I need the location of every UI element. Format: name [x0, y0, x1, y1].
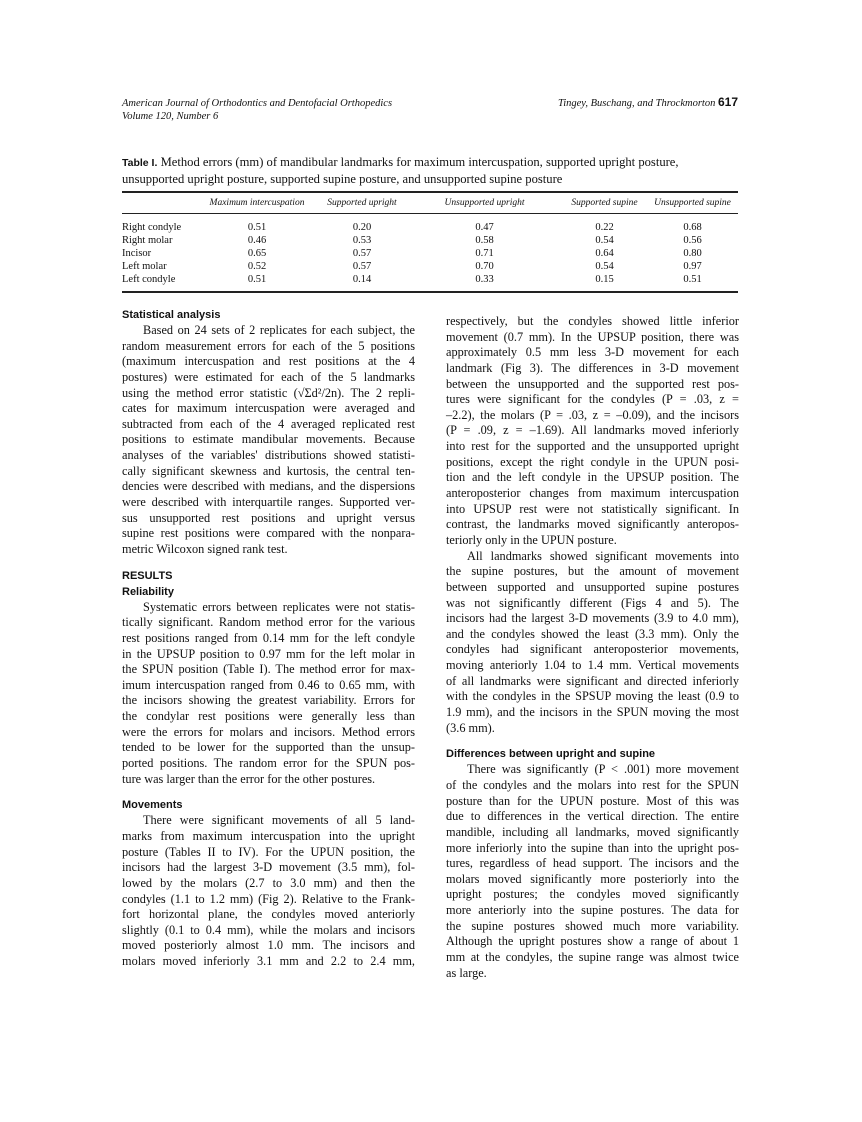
text-line: condyles had significant anteroposterior movements, [446, 642, 739, 657]
text-line: There was significantly (P < .001) more movement [467, 762, 739, 777]
text-line: into UPSUP rest were not statistically significant. In [446, 501, 739, 516]
text-line: positions, except the right condyle in the UPUN posi- [446, 454, 739, 469]
column-header: Maximum intercuspation [209, 198, 305, 208]
text-line: were the errors for molars and incisors. Method errors [122, 724, 415, 739]
paragraph [446, 314, 739, 549]
text-line: Although the upright postures show a range of about 1 [446, 934, 739, 949]
text-line: more inferiorly into the supine than into the upright pos- [446, 840, 739, 855]
authors: Tingey, Buschang, and Throckmorton [557, 98, 716, 109]
text-line: between supported and unsupported supine postures [446, 579, 739, 594]
column-header: Supported upright [327, 198, 397, 208]
table-cell: 0.65 [247, 248, 267, 259]
table-cell: 0.51 [247, 274, 267, 285]
text-line: 1.9 mm), and the incisors in the SPUN moving the most [446, 705, 739, 720]
text-line: molars moved significantly more posteriorly into the [446, 871, 739, 886]
text-line: slightly (0.1 to 0.4 mm), while the molars and incisors [122, 922, 415, 937]
text-line: of all landmarks were significant and directed inferiorly [446, 673, 739, 688]
text-line: tures, regardless of head support. The incisors and the [446, 856, 739, 871]
text-line: There were significant movements of all 5 land- [143, 813, 415, 828]
text-line: ported positions. The random error for the SPUN pos- [122, 756, 415, 771]
table-cell: 0.54 [595, 235, 614, 246]
table-label: Table I. [122, 157, 158, 169]
text-line: sus unsupported rest positions and upright versus [122, 510, 415, 525]
text-line: upright postures; the condyles moved significantly [446, 887, 739, 902]
text-line: metric Wilcoxon signed rank test. [122, 541, 288, 556]
spacer [122, 787, 415, 797]
text-line: posture (Tables II to IV). For the UPUN position, the [122, 844, 415, 859]
text-line: (P = .09, z = –1.69). All landmarks moved inferiorly [446, 423, 739, 438]
table-header-row [122, 197, 738, 210]
section-heading: Differences between upright and supine [446, 748, 656, 761]
text-line: (3.6 mm). [446, 720, 495, 735]
text-line: incisors had the largest 3-D movement (3.5 mm), fol- [122, 860, 415, 875]
table-cell: 0.54 [595, 261, 614, 272]
row-label: Left condyle [122, 274, 176, 285]
row-label: Incisor [122, 248, 152, 259]
spacer [446, 736, 739, 746]
text-line: landmark (Fig 3). The differences in 3-D movement [446, 360, 739, 375]
table-caption [122, 154, 742, 187]
text-line: with the condyles in the SPSUP moving the least (0.9 to [446, 689, 739, 704]
table-cell: 0.33 [475, 274, 494, 285]
text-line: fort horizontal plane, the condyles moved anteriorly [122, 907, 415, 922]
text-line: the supine postures, but the amount of movement [446, 564, 739, 579]
text-line: between the unsupported and the supported rest pos- [446, 376, 739, 391]
column-header: Unsupported supine [654, 198, 731, 208]
text-line: teriorly only in the UPUN posture. [446, 532, 617, 547]
paragraph [446, 762, 739, 981]
table-caption-text: Method errors (mm) of mandibular landmarks for maximum intercuspation, supported upright posture, unsupported upright posture, supported supine posture, and unsupported supine posture [122, 155, 679, 186]
table-cell: 0.47 [475, 222, 494, 233]
text-line: lowed by the molars (2.7 to 3.0 mm) and then the [122, 875, 415, 890]
table-cell: 0.57 [352, 248, 372, 259]
running-header-right [558, 96, 738, 110]
text-line: ture was larger than the error for the other postures. [122, 771, 376, 786]
table-row [122, 234, 738, 247]
table-cell: 0.52 [247, 261, 267, 272]
text-line: the supine postures showed much more variability. [446, 918, 739, 933]
text-line: posture than for the UPUN posture. Most of this was [446, 793, 739, 808]
text-line: cally significant skewness and kurtosis, the central ten- [122, 463, 415, 478]
journal-volume: Volume 120, Number 6 [122, 111, 219, 122]
text-line: condyles (1.1 to 1.2 mm) (Fig 2). Relative to the Frank- [122, 891, 415, 906]
text-line: more anteriorly into the supine postures. The data for [446, 903, 739, 918]
table-cell: 0.22 [595, 222, 614, 233]
paragraph [122, 813, 415, 969]
text-line: Systematic errors between replicates were not statis- [143, 599, 415, 614]
paragraph [446, 549, 739, 737]
section-heading: Reliability [122, 585, 174, 598]
text-line: All landmarks showed significant movements into [467, 548, 739, 563]
method-error-table-body [122, 221, 738, 286]
table-row [122, 221, 738, 234]
right-column [446, 314, 739, 981]
column-header [122, 197, 197, 210]
text-line: due to differences in the vertical direction. The entire [446, 809, 739, 824]
row-label: Left molar [122, 261, 167, 272]
text-line: anteroposterior changes from maximum intercuspation [446, 486, 739, 501]
text-line: mm at the condyles, the supine range was almost twice [446, 949, 739, 964]
column-header: Unsupported upright [444, 198, 525, 208]
text-line: tended to be lower for the supported than the unsup- [122, 740, 415, 755]
table-row [122, 247, 738, 260]
table-cell: 0.15 [595, 274, 614, 285]
table-cell: 0.97 [683, 261, 702, 272]
text-line: respectively, but the condyles showed little inferior [446, 314, 739, 328]
page-number: 617 [717, 95, 738, 109]
table-cell: 0.57 [352, 261, 372, 272]
table-cell: 0.68 [683, 222, 702, 233]
text-line: molars moved inferiorly 3.1 mm and 2.2 to 2.4 mm, [122, 954, 415, 969]
journal-title: American Journal of Orthodontics and Dentofacial Orthopedics [122, 98, 393, 109]
text-line: tion and the left condyle in the UPSUP position. The [446, 470, 739, 485]
table-cell: 0.71 [475, 248, 494, 259]
table-cell: 0.80 [683, 248, 702, 259]
text-line: tically significant. Random method error for the various [122, 615, 415, 630]
text-line: were described with interquartile ranges. Supported ver- [122, 495, 415, 510]
text-line: rest positions ranged from 0.14 mm for the left condyle [122, 630, 415, 645]
text-line: was not significantly different (Figs 4 and 5). The [446, 595, 739, 610]
table-cell: 0.53 [352, 235, 372, 246]
text-line: supine rest positions were compared with the nonpara- [122, 526, 415, 541]
table-row [122, 260, 738, 273]
text-line: –2.2), the molars (P = .03, z = –0.09), and the incisors [446, 407, 739, 422]
text-line: cates for maximum intercuspation were averaged and [122, 401, 415, 416]
text-line: Based on 24 sets of 2 replicates for each subject, the [143, 323, 415, 337]
paragraph [122, 323, 415, 558]
spacer [122, 558, 415, 568]
text-line: the condylar rest positions were generally less than [122, 709, 415, 724]
text-line: as large. [446, 965, 487, 980]
text-line: into rest for the supported and the unsupported upright [446, 439, 739, 454]
text-line: mandible, including all landmarks, moved significantly [446, 824, 739, 839]
table-header-rule [122, 213, 738, 214]
row-label: Right condyle [122, 222, 182, 233]
table-cell: 0.51 [683, 274, 702, 285]
text-line: marks from maximum intercuspation into the upright [122, 828, 415, 843]
text-line: random measurement errors for each of the 5 positions [122, 338, 415, 353]
text-line: and the condyles showed the least (3.3 mm). Only the [446, 626, 739, 641]
column-header: Supported supine [571, 198, 638, 208]
table-cell: 0.70 [475, 261, 494, 272]
table-bottom-rule [122, 291, 738, 293]
text-line: moved posteriorly almost 1.0 mm. The incisors and [122, 938, 415, 953]
text-line: postures) were estimated for each of the 5 landmarks [122, 369, 415, 384]
left-column [122, 307, 415, 970]
text-line: the SPUN position (Table I). The method error for max- [122, 662, 415, 677]
method-error-table [122, 197, 738, 210]
text-line: of the condyles and the molars into rest for the SPUN [446, 777, 739, 792]
section-heading: RESULTS [122, 569, 173, 582]
text-line: in the UPSUP position to 0.97 mm for the left molar in [122, 646, 415, 661]
text-line: subtracted from each of the 4 averaged replicated rest [122, 416, 415, 431]
table-top-rule [122, 191, 738, 193]
row-label: Right molar [122, 235, 173, 246]
table-cell: 0.20 [352, 222, 372, 233]
text-line: the incisors showing the greatest variability. Errors for [122, 693, 415, 708]
text-line: positions to estimate mandibular movements. Because [122, 432, 415, 447]
text-line: moving anteriorly 1.04 to 1.4 mm. Vertical movements [446, 658, 739, 673]
paragraph [122, 600, 415, 788]
text-line: movement (0.7 mm). In the UPSUP position, there was [446, 329, 739, 344]
table-cell: 0.56 [683, 235, 702, 246]
table-row [122, 273, 738, 286]
text-line: contrast, the landmarks moved significantly anteropos- [446, 517, 739, 532]
table-cell: 0.58 [475, 235, 494, 246]
section-heading: Statistical analysis [122, 309, 221, 321]
text-line: dencies were described with medians, and the dispersions [122, 479, 415, 494]
section-heading: Movements [122, 799, 183, 812]
text-line: using the method error statistic (√Σd²/2n). The 2 repli- [122, 385, 415, 400]
text-line: analyses of the variables' distributions showed statisti- [122, 448, 415, 463]
running-header-left [122, 97, 392, 123]
text-line: incisors had the largest 3-D movements (3.9 to 4.0 mm), [446, 611, 739, 626]
table-cell: 0.64 [595, 248, 614, 259]
table-cell: 0.51 [247, 222, 267, 233]
table-cell: 0.14 [352, 274, 372, 285]
text-line: imum intercuspation ranged from 0.46 to 0.65 mm, with [122, 677, 415, 692]
text-line: tures were significant for the condyles (P = .03, z = [446, 392, 739, 407]
text-line: (maximum intercuspation and rest positions at the 4 [122, 354, 415, 369]
table-cell: 0.46 [247, 235, 267, 246]
text-line: approximately 0.5 mm less 3-D movement for each [446, 345, 739, 360]
